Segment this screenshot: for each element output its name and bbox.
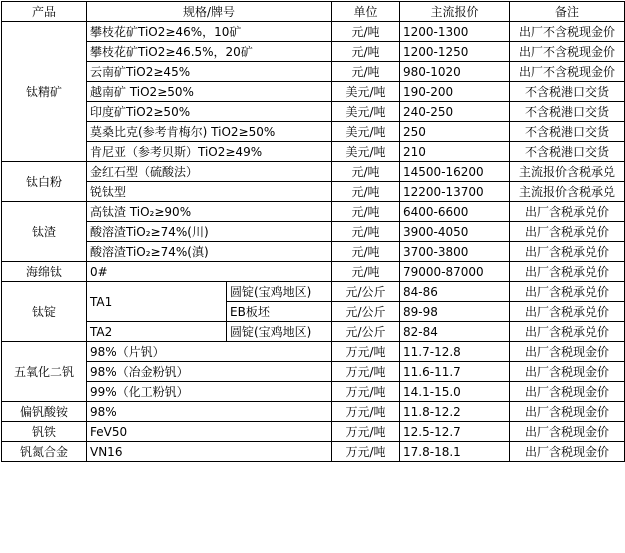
table-row	[2, 282, 625, 302]
note-cell: 出厂不含税现金价	[510, 62, 625, 82]
unit-cell: 美元/吨	[332, 102, 400, 122]
table-row	[2, 42, 625, 62]
spec-cell: 0#	[87, 262, 332, 282]
unit-cell: 万元/吨	[332, 342, 400, 362]
note-cell: 出厂含税现金价	[510, 422, 625, 442]
unit-cell: 美元/吨	[332, 122, 400, 142]
unit-cell: 元/吨	[332, 242, 400, 262]
table-row	[2, 122, 625, 142]
spec-form-cell: EB板坯	[227, 302, 332, 322]
header-note: 备注	[510, 2, 625, 22]
note-cell: 不含税港口交货	[510, 122, 625, 142]
unit-cell: 元/吨	[332, 22, 400, 42]
spec-cell: 酸溶渣TiO₂≥74%(川)	[87, 222, 332, 242]
spec-cell: 98%（片钒）	[87, 342, 332, 362]
price-cell: 3900-4050	[400, 222, 510, 242]
note-cell: 主流报价含税承兑	[510, 162, 625, 182]
unit-cell: 万元/吨	[332, 442, 400, 462]
spec-cell: 攀枝花矿TiO2≥46%，10矿	[87, 22, 332, 42]
spec-cell: 高钛渣 TiO₂≥90%	[87, 202, 332, 222]
table-row	[2, 442, 625, 462]
price-cell: 980-1020	[400, 62, 510, 82]
price-cell: 12200-13700	[400, 182, 510, 202]
price-cell: 14.1-15.0	[400, 382, 510, 402]
unit-cell: 元/吨	[332, 62, 400, 82]
spec-cell: 锐钛型	[87, 182, 332, 202]
table-row	[2, 242, 625, 262]
price-cell: 240-250	[400, 102, 510, 122]
note-cell: 出厂含税现金价	[510, 342, 625, 362]
price-cell: 11.7-12.8	[400, 342, 510, 362]
unit-cell: 元/公斤	[332, 322, 400, 342]
table-row	[2, 202, 625, 222]
price-cell: 11.6-11.7	[400, 362, 510, 382]
note-cell: 出厂不含税现金价	[510, 22, 625, 42]
unit-cell: 元/吨	[332, 262, 400, 282]
spec-form-cell: 圆锭(宝鸡地区)	[227, 322, 332, 342]
unit-cell: 元/吨	[332, 42, 400, 62]
table-row	[2, 422, 625, 442]
price-cell: 250	[400, 122, 510, 142]
note-cell: 出厂含税现金价	[510, 382, 625, 402]
spec-cell: 酸溶渣TiO₂≥74%(滇)	[87, 242, 332, 262]
product-category-cell: 五氧化二钒	[2, 342, 87, 402]
price-cell: 6400-6600	[400, 202, 510, 222]
spec-cell: 云南矿TiO2≥45%	[87, 62, 332, 82]
spec-cell: 金红石型（硫酸法）	[87, 162, 332, 182]
table-row	[2, 102, 625, 122]
note-cell: 出厂含税现金价	[510, 362, 625, 382]
table-header	[2, 2, 625, 22]
price-cell: 210	[400, 142, 510, 162]
price-cell: 1200-1250	[400, 42, 510, 62]
table-row	[2, 362, 625, 382]
header-spec: 规格/牌号	[87, 2, 332, 22]
unit-cell: 元/吨	[332, 222, 400, 242]
note-cell: 不含税港口交货	[510, 142, 625, 162]
note-cell: 出厂不含税现金价	[510, 42, 625, 62]
price-cell: 82-84	[400, 322, 510, 342]
table-row	[2, 182, 625, 202]
spec-cell: 攀枝花矿TiO2≥46.5%，20矿	[87, 42, 332, 62]
header-row	[2, 2, 625, 22]
price-cell: 12.5-12.7	[400, 422, 510, 442]
price-cell: 17.8-18.1	[400, 442, 510, 462]
note-cell: 出厂含税现金价	[510, 402, 625, 422]
unit-cell: 万元/吨	[332, 382, 400, 402]
spec-cell: FeV50	[87, 422, 332, 442]
table-row	[2, 222, 625, 242]
product-category-cell: 钛白粉	[2, 162, 87, 202]
table-row	[2, 22, 625, 42]
note-cell: 出厂含税承兑价	[510, 202, 625, 222]
note-cell: 出厂含税承兑价	[510, 262, 625, 282]
note-cell: 出厂含税现金价	[510, 442, 625, 462]
price-cell: 89-98	[400, 302, 510, 322]
note-cell: 不含税港口交货	[510, 102, 625, 122]
product-category-cell: 钛渣	[2, 202, 87, 262]
spec-grade-cell: TA1	[87, 282, 227, 322]
unit-cell: 元/公斤	[332, 302, 400, 322]
unit-cell: 美元/吨	[332, 82, 400, 102]
spec-cell: 印度矿TiO2≥50%	[87, 102, 332, 122]
product-category-cell: 钒氮合金	[2, 442, 87, 462]
note-cell: 出厂含税承兑价	[510, 282, 625, 302]
table-row	[2, 82, 625, 102]
note-cell: 出厂含税承兑价	[510, 302, 625, 322]
product-category-cell: 钛精矿	[2, 22, 87, 162]
unit-cell: 元/吨	[332, 162, 400, 182]
product-category-cell: 偏钒酸铵	[2, 402, 87, 422]
spec-cell: 越南矿 TiO2≥50%	[87, 82, 332, 102]
spec-form-cell: 圆锭(宝鸡地区)	[227, 282, 332, 302]
product-category-cell: 钛锭	[2, 282, 87, 342]
unit-cell: 万元/吨	[332, 402, 400, 422]
spec-cell: 98%	[87, 402, 332, 422]
price-cell: 3700-3800	[400, 242, 510, 262]
table-row	[2, 382, 625, 402]
spec-cell: 莫桑比克(参考肯梅尔) TiO2≥50%	[87, 122, 332, 142]
price-cell: 190-200	[400, 82, 510, 102]
table-row	[2, 342, 625, 362]
note-cell: 出厂含税承兑价	[510, 322, 625, 342]
unit-cell: 元/吨	[332, 182, 400, 202]
note-cell: 出厂含税承兑价	[510, 242, 625, 262]
spec-cell: VN16	[87, 442, 332, 462]
note-cell: 不含税港口交货	[510, 82, 625, 102]
unit-cell: 万元/吨	[332, 422, 400, 442]
header-product: 产品	[2, 2, 87, 22]
product-category-cell: 钒铁	[2, 422, 87, 442]
unit-cell: 万元/吨	[332, 362, 400, 382]
price-cell: 11.8-12.2	[400, 402, 510, 422]
spec-grade-cell: TA2	[87, 322, 227, 342]
note-cell: 主流报价含税承兑	[510, 182, 625, 202]
unit-cell: 元/公斤	[332, 282, 400, 302]
header-price: 主流报价	[400, 2, 510, 22]
header-unit: 单位	[332, 2, 400, 22]
spec-cell: 肯尼亚（参考贝斯）TiO2≥49%	[87, 142, 332, 162]
table-row	[2, 402, 625, 422]
table-row	[2, 62, 625, 82]
spec-cell: 99%（化工粉钒）	[87, 382, 332, 402]
note-cell: 出厂含税承兑价	[510, 222, 625, 242]
table-row	[2, 262, 625, 282]
table-body	[2, 22, 625, 462]
price-table	[1, 1, 625, 462]
table-row	[2, 322, 625, 342]
unit-cell: 元/吨	[332, 202, 400, 222]
price-cell: 79000-87000	[400, 262, 510, 282]
unit-cell: 美元/吨	[332, 142, 400, 162]
price-cell: 84-86	[400, 282, 510, 302]
spec-cell: 98%（冶金粉钒）	[87, 362, 332, 382]
price-cell: 1200-1300	[400, 22, 510, 42]
table-row	[2, 162, 625, 182]
price-cell: 14500-16200	[400, 162, 510, 182]
table-row	[2, 142, 625, 162]
product-category-cell: 海绵钛	[2, 262, 87, 282]
